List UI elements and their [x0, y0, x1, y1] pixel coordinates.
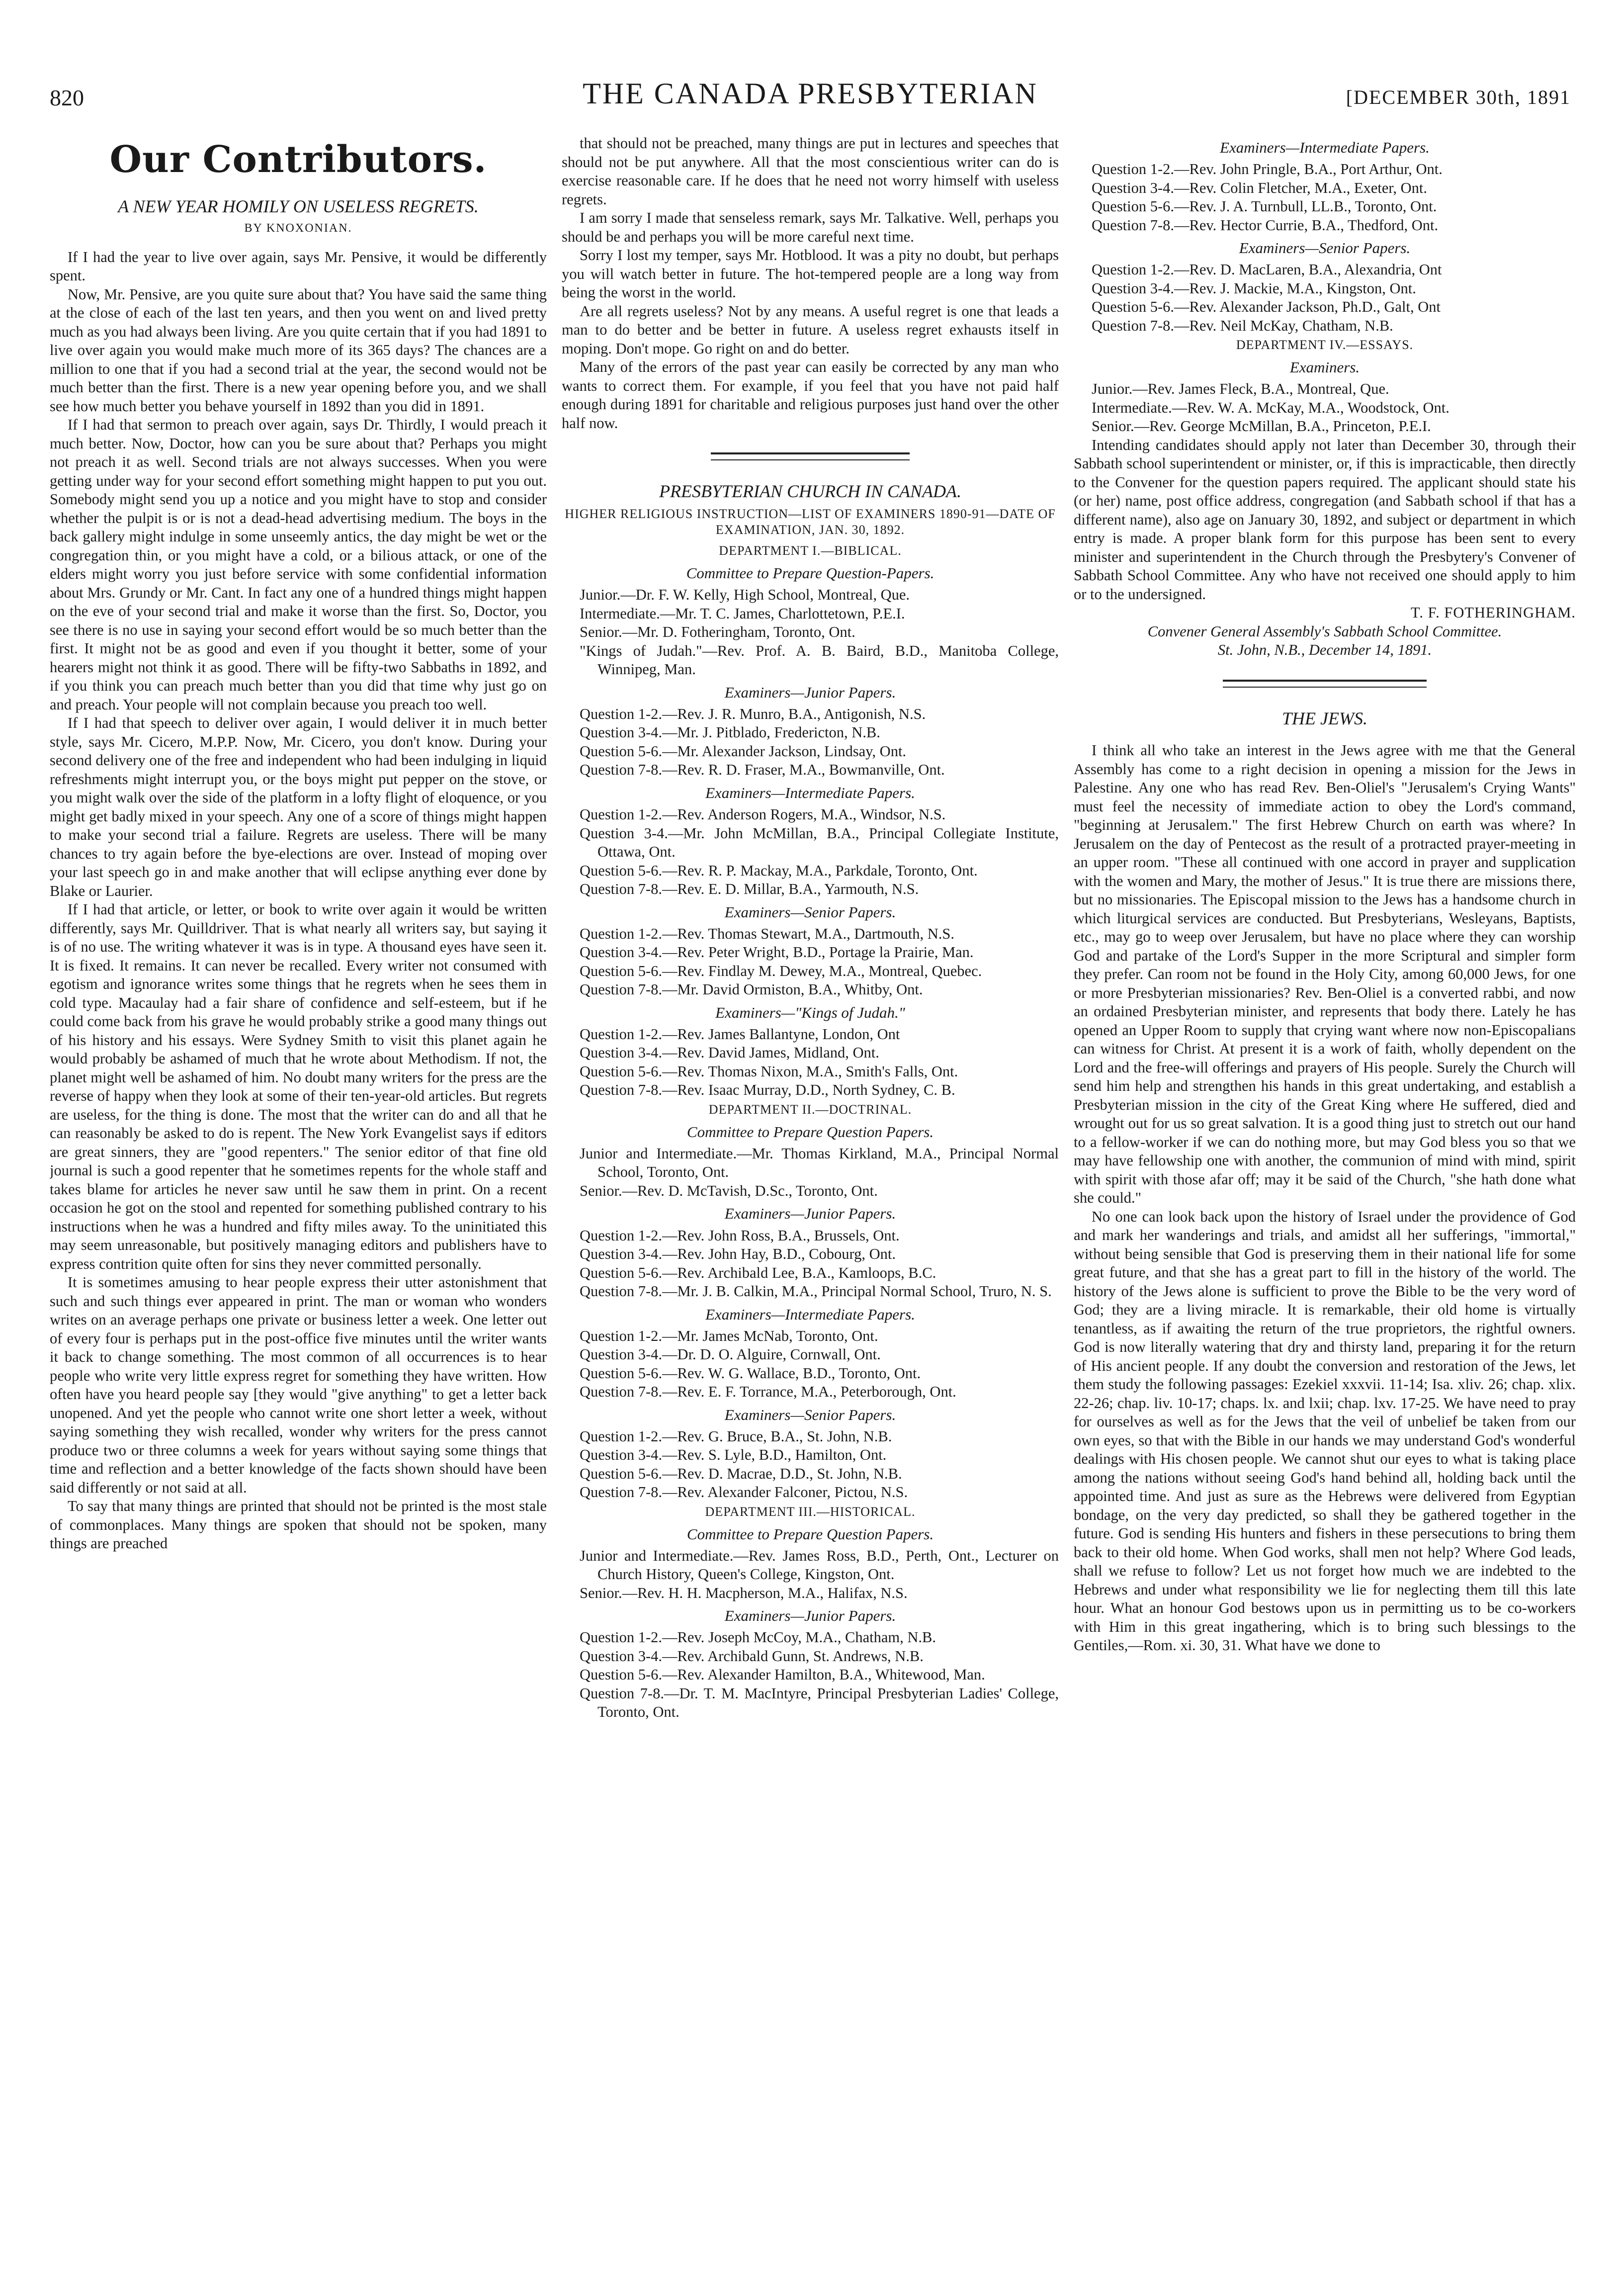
list-item: Question 1-2.—Rev. John Ross, B.A., Brussels, Ont.: [580, 1227, 900, 1244]
paragraph: If I had that speech to deliver over again, I would deliver it in much better style, says Mr. Cicero, M.P.P. Now, Mr. Cicero, you don't know. During your second delivery one of the free and independent who had been indulging in liquid refreshments might interrupt you, or the boys might put pepper on the stove, or you might walk over the side of the platform in a lofty flight of eloquence, or you might get badly mixed in your speech. Any one of a score of things might happen to make your second trial a failure. Regrets are useless. There will be many chances to try again before the bye-elections are over. Instead of moping over your last speech go in and make another that will eclipse anything ever done by Blake or Laurier.: [50, 714, 547, 899]
subheading: Examiners—Intermediate Papers.: [705, 784, 915, 801]
subheading: Committee to Prepare Question-Papers.: [686, 564, 935, 582]
list-item: Question 5-6.—Rev. Alexander Hamilton, B.A., Whitewood, Man.: [580, 1666, 985, 1683]
list-item: Question 1-2.—Rev. James Ballantyne, London, Ont: [580, 1025, 900, 1043]
signature: T. F. FOTHERINGHAM.: [1410, 604, 1576, 621]
jews-article-title: THE JEWS.: [1282, 708, 1367, 728]
list-item: Question 1-2.—Rev. G. Bruce, B.A., St. John, N.B.: [580, 1427, 892, 1445]
list-item: Question 1-2.—Rev. Joseph McCoy, M.A., Chatham, N.B.: [580, 1629, 936, 1646]
list-item: Question 7-8.—Rev. Hector Currie, B.A., Thedford, Ont.: [1092, 216, 1439, 234]
paragraph: No one can look back upon the history of Israel under the providence of God and mark her wanderings and trials, and amidst all her sufferings, "immortal," without being sensible that God is preserving them in their national life for some great future, and that she has a great part to fill in the history of the world. The history of the Jews alone is sufficient to prove the Bible to be the very word of God; they are a living miracle. It is remarkable, their old home is virtually tenantless, as if awaiting the return of the true proprietors, the rightful owners. God is now literally watering that dry and thirsty land, preparing it for the return of His ancient people. If any doubt the conversion and restoration of the Jews, let them study the following passages: Ezekiel xxxvii. 11-14; Isa. xliv. 26; chap. xlix. 22-26; chap. liv. 10-17; chaps. lx. and lxii; chap. lxv. 17-25. We have need to pray for ourselves as well as for the Jews that the veil of unbelief be taken from our own eyes, so that with the Bible in our hands we may understand God's wonderful dealings with His chosen people. We cannot shut our eyes to what is taking place among the nations without seeing God's hand behind all, holding back until the appointed time. And just as sure as the Hebrews were delivered from Egyptian bondage, on the very day predicted, so shall they be gathered together in the future. God is sending His hunters and fishers in these persecutions to bring them back to their old home. When God works, shall men not help? Where God leads, shall we refuse to follow? Let us not forget how much we are indebted to the Hebrews and under what responsibility we lie for neglecting them till this late hour. What an honour God bestows upon us in permitting us to be co-workers with Him in this great ingathering, which is to bring such blessings to the Gentiles,—Rom. xi. 30, 31. What have we done to: [1074, 1208, 1576, 1654]
list-item: Question 5-6.—Rev. R. P. Mackay, M.A., Parkdale, Toronto, Ont.: [580, 862, 978, 879]
list-item: Question 3-4.—Dr. D. O. Alguire, Cornwall, Ont.: [580, 1346, 881, 1363]
list-item: Question 5-6.—Rev. Findlay M. Dewey, M.A., Montreal, Quebec.: [580, 962, 982, 979]
paragraph: It is sometimes amusing to hear people express their utter astonishment that such and such things ever appeared in print. The man or woman who wonders writes on an average perhaps one private or business letter a week. One letter out of every four is perhaps put in the post-office five minutes until the writer wants it back to change something. The most common of all occurrences is to hear people who write very little express regret for something they have written. How often have you heard people say [they would "give anything" to get a letter back unopened. And yet the people who cannot write one short letter a week, without saying something they wish recalled, wonder why writers for the press cannot produce two or three columns a week for years without saying some things that time and reflection and a better knowledge of the facts shown should have been said differently or not said at all.: [50, 1274, 547, 1496]
paragraph: Sorry I lost my temper, says Mr. Hotblood. It was a pity no doubt, but perhaps you will watch better in future. The hot-tempered people are a long way from being the worst in the world.: [562, 247, 1059, 301]
list-item: Question 3-4.—Rev. John Hay, B.D., Cobourg, Ont.: [580, 1245, 896, 1263]
list-item: Question 7-8.—Rev. R. D. Fraser, M.A., Bowmanville, Ont.: [580, 761, 945, 779]
department-heading: DEPARTMENT IV.—ESSAYS.: [1236, 338, 1414, 353]
list-item: Question 3-4.—Mr. J. Pitblado, Fredericton, N.B.: [580, 724, 880, 741]
list-item: Question 1-2.—Rev. Thomas Stewart, M.A., Dartmouth, N.S.: [580, 925, 954, 942]
column-3: [1074, 134, 1576, 2287]
subheading: Committee to Prepare Question Papers.: [686, 1123, 934, 1141]
paragraph: Now, Mr. Pensive, are you quite sure about that? You have said the same thing at the close of each of the last ten years, and then you went on and lived pretty much as you had always been living. Are you quite certain that if you had 1891 to live over again you would make much more of its 365 days? The chances are a million to one that if you had a second trial at the year, the second would not be much better than the first. There is a new year opening before you, and we shall see how much better you behave yourself in 1892 than you did in 1891.: [50, 285, 547, 415]
list-item: Question 5-6.—Rev. D. Macrae, D.D., St. John, N.B.: [580, 1465, 902, 1482]
list-item: Question 7-8.—Rev. Alexander Falconer, Pictou, N.S.: [580, 1484, 908, 1501]
list-item: Question 7-8.—Mr. J. B. Calkin, M.A., Principal Normal School, Truro, N. S.: [580, 1283, 1052, 1300]
list-item: Question 5-6.—Rev. Thomas Nixon, M.A., Smith's Falls, Ont.: [580, 1062, 958, 1080]
list-item: Question 1-2.—Rev. D. MacLaren, B.A., Alexandria, Ont: [1092, 261, 1442, 278]
paragraph: If I had that sermon to preach over again, says Dr. Thirdly, I would preach it much better. Now, Doctor, how can you be sure about that? Perhaps you might not preach it as well. Second trials are not always successes. When you were getting under way for your second effort something might happen to put you out. Somebody might send you up a notice and you might have to stop and consider whether the pulpit is or is not a dead-head advertising medium. The boys in the back gallery might indulge in some unseemly antics, the day might be wet or the congregation thin, or you might have a cold, or a bilious attack, or one of the elders might worry you just before service with some confidential information about Mrs. Grundy or Mr. Cant. In fact any one of a hundred things might happen on the eve of your second trial and make it worse than the first. So, Doctor, you see there is no use in saying your second effort would be so much better than the first. It might not be as good and even if you thought it better, some of your hearers might not think it as good. There will be fifty-two Sabbaths in 1892, and if you think you can preach much better than you did that time why just go on and preach. Your people will not complain because you preach too well.: [50, 416, 547, 713]
separator-rule: [711, 452, 910, 460]
paragraph: that should not be preached, many things are put in lectures and speeches that should not be put anywhere. All that the most conscientious writer can do is exercise reasonable care. If he does that he need not worry himself with useless regrets.: [562, 135, 1059, 208]
issue-date: [DECEMBER 30th, 1891: [1346, 86, 1571, 108]
page-number: 820: [50, 85, 84, 110]
paragraph: I think all who take an interest in the Jews agree with me that the General Assembly has come to a right decision in opening a mission for the Jews in Palestine. Any one who has read Rev. Ben-Oliel's "Jerusalem's Crying Wants" must feel the necessity of immediate action to obey the Lord's command, "beginning at Jerusalem." The first Hebrew Church on earth was where? In Jerusalem on the day of Pentecost as the result of a protracted prayer-meeting in an upper room. "These all continued with one accord in prayer and supplication with the women and Mary, the mother of Jesus." It is true there are missions there, but no missionaries. The Episcopal mission to the Jews has a handsome church in which liturgical services are conducted. But Presbyterians, Wesleyans, Baptists, etc., may go to weep over Jerusalem, but have no place where they can worship God and partake of the Lord's Supper in the more Scriptural and simpler form they prefer. Can room not be found in the Holy City, among 60,000 Jews, for one or more Presbyterian missionaries? Rev. Ben-Oliel is a converted rabbi, and now an ordained Presbyterian minister, and represents that body there. Lately he has opened an Upper Room to supply that crying want where now non-Episcopalians can witness for Christ. At present it is a work of faith, wholly dependent on the Lord and the free-will offerings and prayers of His people. Surely the Church will send him help and strengthen his hands in this great undertaking, and establish a Presbyterian mission in the city of the Great King where He suffered, died and wrought out for us so great salvation. It is a good thing just to stretch out our hand to a fellow-worker if we can do nothing more, but may God bless you so that we may have fellowship one with another, the communion of mind with mind, spirit with spirit with those afar off; may it be said of the Church, "she hath done what she could.": [1074, 742, 1576, 1207]
list-item: Question 1-2.—Rev. Anderson Rogers, M.A., Windsor, N.S.: [580, 806, 946, 823]
page-header: [50, 75, 1571, 119]
byline: BY KNOXONIAN.: [244, 222, 352, 235]
separator-rule: [1223, 680, 1427, 688]
list-item: Question 3-4.—Rev. Archibald Gunn, St. Andrews, N.B.: [580, 1647, 924, 1665]
list-item: Question 7-8.—Rev. E. F. Torrance, M.A., Peterborough, Ont.: [580, 1383, 956, 1401]
list-item: Question 3-4.—Mr. John McMillan, B.A., Principal Collegiate Institute, Ottawa, Ont.: [580, 824, 1059, 861]
journal-title: THE CANADA PRESBYTERIAN: [583, 77, 1038, 110]
list-item: Senior.—Rev. D. McTavish, D.Sc., Toronto, Ont.: [580, 1182, 878, 1199]
column-2: [562, 134, 1059, 2287]
list-item: Question 3-4.—Rev. J. Mackie, M.A., Kingston, Ont.: [1092, 279, 1416, 297]
list-item: Senior.—Mr. D. Fotheringham, Toronto, Ont.: [580, 623, 855, 641]
church-article-title: PRESBYTERIAN CHURCH IN CANADA.: [659, 481, 961, 501]
subheading: Examiners—Intermediate Papers.: [705, 1305, 915, 1323]
notice-paragraph: Intending candidates should apply not later than December 30, through their Sabbath school superintendent or minister, or, if this is impracticable, then directly to the Convener for the question papers required. The applicant should state his (or her) name, post office address, congregation (and Sabbath school if that has a different name), also age on January 30, 1892, and subject or department in which entry is made. A proper blank form for this purpose has been sent to every minister and superintendent in the Church through the Presbytery's Convener of Sabbath School Committee. Any who have not received one should apply to him or to the undersigned.: [1074, 436, 1576, 603]
list-item: Junior and Intermediate.—Rev. James Ross, B.D., Perth, Ont., Lecturer on Church History, Queen's College, Kingston, Ont.: [580, 1547, 1059, 1583]
paragraph: Are all regrets useless? Not by any means. A useful regret is one that leads a man to do better and be better in future. A useless regret exhausts itself in moping. Don't mope. Go right on and do better.: [562, 302, 1059, 357]
list-item: Question 1-2.—Mr. James McNab, Toronto, Ont.: [580, 1327, 878, 1344]
list-item: Junior.—Rev. James Fleck, B.A., Montreal, Que.: [1092, 380, 1389, 398]
list-item: Question 5-6.—Rev. Archibald Lee, B.A., Kamloops, B.C.: [580, 1264, 936, 1281]
paragraph: If I had the year to live over again, says Mr. Pensive, it would be differently spent.: [50, 248, 547, 284]
list-item: Question 7-8.—Mr. David Ormiston, B.A., Whitby, Ont.: [580, 981, 923, 998]
subheading: Examiners.: [1289, 358, 1360, 376]
subheading: Examiners—Junior Papers.: [724, 683, 896, 701]
spacer: [1074, 733, 1576, 741]
subheading: Examiners—Senior Papers.: [724, 1406, 896, 1423]
convener-title: Convener General Assembly's Sabbath School Committee.: [1147, 622, 1502, 640]
list-item: Question 7-8.—Rev. Neil McKay, Chatham, N.B.: [1092, 317, 1393, 334]
list-item: Question 3-4.—Rev. Peter Wright, B.D., Portage la Prairie, Man.: [580, 944, 974, 961]
article-title: A NEW YEAR HOMILY ON USELESS REGRETS.: [118, 196, 479, 217]
subheading: Examiners—Senior Papers.: [1239, 239, 1411, 257]
list-item: Question 1-2.—Rev. J. R. Munro, B.A., Antigonish, N.S.: [580, 705, 926, 722]
paragraph: To say that many things are printed that should not be printed is the most stale of commonplaces. Many things are spoken that should not be spoken, many things are preached: [50, 1498, 547, 1552]
column-1: [50, 134, 547, 2287]
paragraph: If I had that article, or letter, or book to write over again it would be written differently, says Mr. Quilldriver. That is what nearly all writers say, but saying it is of no use. The writing whatever it was is in type. A thousand eyes have seen it. It is fixed. It remains. It can never be recalled. Every writer not consumed with egotism and ignorance writes some things that he regrets when he sees them in cold type. Macaulay had a fair share of confidence and self-esteem, but if he could come back from his grave he would probably strike a good many things out of his history and his essays. Were Sydney Smith to visit this planet again he would probably be ashamed of much that he wrote about Methodism. If not, the planet might well be ashamed of him. No doubt many writers for the press are the reverse of happy when they look at some of their ten-year-old articles. But regrets are useless, for the thing is done. The most that the writer can do and all that he can reasonably be asked to do is repent. The New York Evangelist says if editors are great sinners, they are "good repenters." The senior editor of that fine old journal is such a good repenter that he sometimes repents for the whole staff and takes blame for articles he never saw until he saw them in print. On a recent occasion he got on the stool and repented for something published contrary to his instructions when he was a hundred and fifty miles away. To the uninitiated this may seem unreasonable, but positively managing editors and publishers have to express contrition quite often for sins they never committed personally.: [50, 901, 547, 1272]
list-item: Senior.—Rev. George McMillan, B.A., Princeton, P.E.I.: [1092, 418, 1431, 435]
subheading: Examiners—Junior Papers.: [724, 1205, 896, 1223]
list-item: Question 3-4.—Rev. Colin Fletcher, M.A., Exeter, Ont.: [1092, 179, 1427, 196]
subheading: Examiners—"Kings of Judah.": [715, 1003, 905, 1021]
paragraph: I am sorry I made that senseless remark, says Mr. Talkative. Well, perhaps you should be and perhaps you will be more careful next time.: [562, 209, 1059, 245]
section-title: Our Contributors.: [109, 138, 487, 181]
list-item: Junior and Intermediate.—Mr. Thomas Kirkland, M.A., Principal Normal School, Toronto, Ont.: [580, 1145, 1059, 1181]
list-item: Question 5-6.—Rev. W. G. Wallace, B.D., Toronto, Ont.: [580, 1364, 921, 1382]
list-item: Senior.—Rev. H. H. Macpherson, M.A., Halifax, N.S.: [580, 1584, 908, 1601]
list-item: Question 1-2.—Rev. John Pringle, B.A., Port Arthur, Ont.: [1092, 161, 1443, 178]
list-item: Question 3-4.—Rev. David James, Midland, Ont.: [580, 1044, 879, 1061]
church-article-subtitle: HIGHER RELIGIOUS INSTRUCTION—LIST OF EXAMINERS 1890-91—DATE OF EXAMINATION, JAN. 30, 1892.: [565, 507, 1056, 537]
subheading: Examiners—Junior Papers.: [724, 1607, 896, 1625]
list-item: Question 3-4.—Rev. S. Lyle, B.D., Hamilton, Ont.: [580, 1446, 887, 1464]
list-item: Question 5-6.—Mr. Alexander Jackson, Lindsay, Ont.: [580, 742, 907, 760]
list-item: Intermediate.—Rev. W. A. McKay, M.A., Woodstock, Ont.: [1092, 399, 1449, 416]
subheading: Examiners—Senior Papers.: [724, 903, 896, 921]
department-heading: DEPARTMENT I.—BIBLICAL.: [719, 543, 902, 558]
list-item: "Kings of Judah."—Rev. Prof. A. B. Baird, B.D., Manitoba College, Winnipeg, Man.: [580, 642, 1059, 678]
list-item: Question 5-6.—Rev. Alexander Jackson, Ph.D., Galt, Ont: [1092, 298, 1441, 316]
list-item: Question 7-8.—Rev. Isaac Murray, D.D., North Sydney, C. B.: [580, 1081, 955, 1099]
list-item: Question 5-6.—Rev. J. A. Turnbull, LL.B., Toronto, Ont.: [1092, 198, 1437, 215]
list-item: Question 7-8.—Rev. E. D. Millar, B.A., Yarmouth, N.S.: [580, 881, 919, 898]
place-date: St. John, N.B., December 14, 1891.: [1217, 641, 1432, 659]
subheading: Examiners—Intermediate Papers.: [1220, 139, 1430, 156]
list-item: Intermediate.—Mr. T. C. James, Charlottetown, P.E.I.: [580, 605, 905, 622]
paragraph: Many of the errors of the past year can easily be corrected by any man who wants to correct them. For example, if you feel that you have not paid half enough during 1891 for charitable and religious purposes just hand over the other half now.: [562, 358, 1059, 432]
department-heading: DEPARTMENT II.—DOCTRINAL.: [708, 1102, 912, 1117]
subheading: Committee to Prepare Question Papers.: [686, 1525, 934, 1543]
list-item: Question 7-8.—Dr. T. M. MacIntyre, Principal Presbyterian Ladies' College, Toronto, Ont.: [580, 1684, 1059, 1721]
list-item: Junior.—Dr. F. W. Kelly, High School, Montreal, Que.: [580, 586, 910, 604]
department-heading: DEPARTMENT III.—HISTORICAL.: [705, 1504, 916, 1519]
